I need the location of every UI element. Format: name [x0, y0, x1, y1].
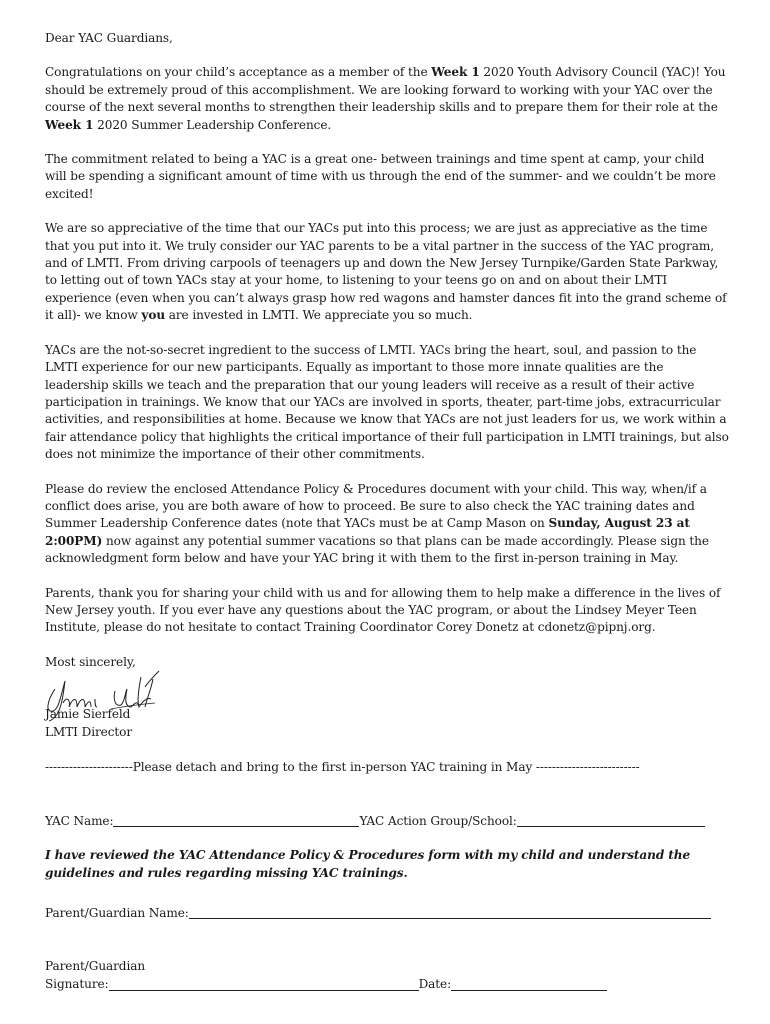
- p3-you-bold: you: [141, 308, 166, 323]
- paragraph-appreciation: [45, 220, 729, 324]
- p3-text-b: are invested in LMTI. We appreciate you so much.: [165, 308, 473, 323]
- signature-label-line2: Signature:: [45, 977, 109, 992]
- signature-label-line1: Parent/Guardian: [45, 959, 146, 974]
- p1-week-bold-2: Week 1: [45, 117, 94, 132]
- p1-text-c: 2020 Youth Advisory Council (YAC)! You should be extremely proud of this accomplishment. We are looking forward to working with your YAC over the course of the next several months to strengthen their leadership skills and to prepare them for their role at the: [45, 65, 726, 115]
- parent-name-label: Parent/Guardian Name:: [45, 905, 189, 920]
- detach-line: ----------------------Please detach and bring to the first in-person YAC training in May --------------------------: [45, 760, 640, 774]
- p5-text-b: now against any potential summer vacations so that plans can be made accordingly. Please sign the acknowledgment form below and have your YAC bring it with them to the first in-person training in May.: [45, 533, 709, 566]
- paragraph-ingredient: YACs are the not-so-secret ingredient to the success of LMTI. YACs bring the heart, soul, and passion to the LMTI experience for our new participants. Equally as important to those more innate qualities are the leadership skills we teach and the preparation that our young leaders will receive as a result of their active participation in trainings. We know that our YACs are involved in sports, theater, part-time jobs, extracurricular activities, and responsibilities at home. Because we know that YACs are not just leaders for us, we work within a fair attendance policy that highlights the critical importance of their full participation in LMTI trainings, but also does not minimize the importance of their other commitments.: [45, 342, 729, 462]
- acknowledgment-statement: I have reviewed the YAC Attendance Policy & Procedures form with my child and understand the guidelines and rules regarding missing YAC trainings.: [45, 848, 691, 880]
- signature-row: [45, 976, 729, 994]
- parent-name-row: [45, 904, 729, 922]
- yac-name-field[interactable]: [113, 812, 359, 827]
- paragraph-policy: [45, 481, 729, 568]
- paragraph-commitment: The commitment related to being a YAC is a great one- between trainings and time spent at camp, your child will be spending a significant amount of time with us through the end of the summer- and we couldn’t be more excited!: [45, 152, 716, 201]
- signature-field[interactable]: [109, 976, 419, 991]
- p1-text-d: 2020 Summer Leadership Conference.: [93, 117, 332, 132]
- handwritten-signature: [41, 667, 161, 723]
- signer-title: LMTI Director: [45, 724, 132, 739]
- p1-week-bold: Week 1: [431, 65, 480, 80]
- action-group-field[interactable]: [517, 812, 705, 827]
- action-group-label: YAC Action Group/School:: [359, 814, 517, 828]
- paragraph-thanks: Parents, thank you for sharing your child with us and for allowing them to help make a difference in the lives of New Jersey youth. If you ever have any questions about the YAC program, or about the Lindsey Meyer Teen Institute, please do not hesitate to contact Training Coordinator Corey Donetz at cdonetz@pipnj.org.: [45, 585, 721, 635]
- yac-name-label: YAC Name:: [45, 814, 114, 828]
- yac-name-row: [45, 812, 729, 830]
- date-label: Date:: [418, 977, 452, 992]
- date-field[interactable]: [451, 976, 607, 991]
- signer-name: Jamie Sierfeld: [45, 707, 131, 722]
- salutation: Dear YAC Guardians,: [45, 31, 173, 45]
- parent-name-field[interactable]: [189, 904, 711, 919]
- letter-page: [45, 30, 729, 994]
- p5-date-bold: Sunday, August 23 at 2:00PM): [45, 516, 690, 548]
- p3-text-a: We are so appreciative of the time that our YACs put into this process; we are just as appreciative as the time that you put into it. We truly consider our YAC parents to be a vital partner in the success of the YAC program, and of LMTI. From driving carpools of teenagers up and down the New Jersey Turnpike/Garden State Parkway, to letting out of town YACs stay at your home, to listening to your teens go on and on about their LMTI experience (even when you can’t always grasp how red wagons and hamster dances fit into the grand scheme of it all)- we know: [45, 221, 727, 323]
- p5-text-a: Please do review the enclosed Attendance Policy & Procedures document with your child. This way, when/if a conflict does arise, you are both aware of how to proceed. Be sure to also check the YAC training dates and Summer Leadership Conference dates (note that YACs must be at Camp Mason on: [45, 481, 707, 531]
- paragraph-acceptance: [45, 64, 729, 134]
- closing: Most sincerely,: [45, 654, 136, 669]
- p1-text-a: Congratulations on your child’s acceptance as a member of the: [45, 65, 432, 80]
